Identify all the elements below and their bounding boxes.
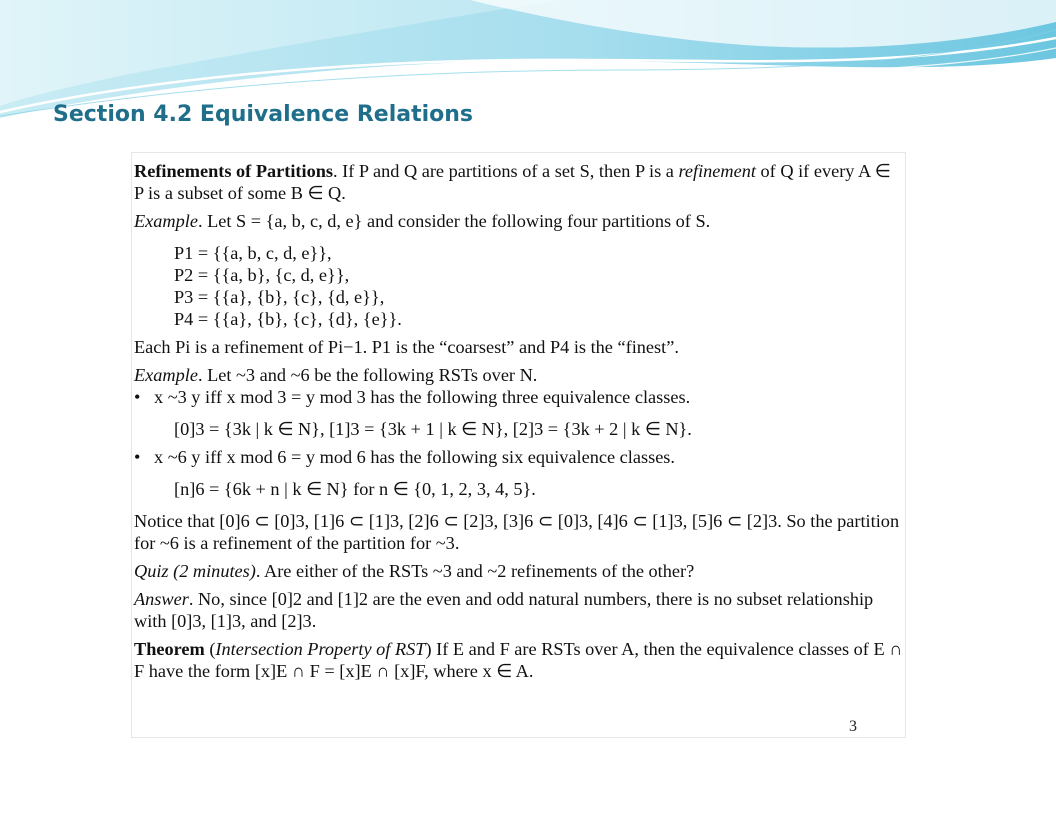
refinements-definition: Refinements of Partitions. If P and Q are partitions of a set S, then P is a refinement of Q if every A ∈ P is a subset of some B ∈ Q. — [134, 161, 891, 203]
quiz: Quiz (2 minutes). Are either of the RSTs ~3 and ~2 refinements of the other? — [134, 561, 695, 581]
partition-p2: P2 = {{a, b}, {c, d, e}}, — [174, 265, 350, 285]
refinements-heading: Refinements of Partitions — [134, 161, 334, 181]
example-2: Example. Let ~3 and ~6 be the following RSTs over N. — [134, 365, 538, 385]
partition-p3: P3 = {{a}, {b}, {c}, {d, e}}, — [174, 287, 385, 307]
classes-mod6: [n]6 = {6k + n | k ∈ N} for n ∈ {0, 1, 2, 3, 4, 5}. — [174, 479, 536, 499]
theorem: Theorem (Intersection Property of RST) If E and F are RSTs over A, then the equivalence classes of E ∩ F have the form [x]E ∩ F = [x]E ∩ [x]F, where x ∈ A. — [134, 639, 903, 681]
partition-p4: P4 = {{a}, {b}, {c}, {d}, {e}}. — [174, 309, 402, 329]
coarsest-finest-note: Each Pi is a refinement of Pi−1. P1 is the “coarsest” and P4 is the “finest”. — [134, 337, 679, 357]
theorem-label: Theorem — [134, 639, 205, 659]
notice-paragraph: Notice that [0]6 ⊂ [0]3, [1]6 ⊂ [1]3, [2]6 ⊂ [2]3, [3]6 ⊂ [0]3, [4]6 ⊂ [1]3, [5]6 ⊂ [2]3. So the partition for ~6 is a refinement of the partition for ~3. — [134, 511, 900, 553]
slide-body — [134, 160, 904, 682]
example-label: Example — [134, 211, 198, 231]
quiz-label: Quiz (2 minutes) — [134, 561, 256, 581]
example-label-2: Example — [134, 365, 198, 385]
page-number: 3 — [849, 718, 857, 735]
classes-mod3: [0]3 = {3k | k ∈ N}, [1]3 = {3k + 1 | k ∈ N}, [2]3 = {3k + 2 | k ∈ N}. — [174, 419, 692, 439]
bullet-mod6: • x ~6 y iff x mod 6 = y mod 6 has the following six equivalence classes. — [134, 447, 675, 467]
refinement-term: refinement — [678, 161, 756, 181]
bullet-mod3: • x ~3 y iff x mod 3 = y mod 3 has the following three equivalence classes. — [134, 387, 691, 407]
answer: Answer. No, since [0]2 and [1]2 are the even and odd natural numbers, there is no subset relationship with [0]3, [1]3, and [2]3. — [134, 589, 874, 631]
partition-p1: P1 = {{a, b, c, d, e}}, — [174, 243, 332, 263]
answer-label: Answer — [134, 589, 189, 609]
slide-title: Section 4.2 Equivalence Relations — [53, 102, 474, 127]
example-1: Example. Let S = {a, b, c, d, e} and consider the following four partitions of S. — [134, 211, 711, 231]
theorem-name: Intersection Property of RST — [215, 639, 426, 659]
